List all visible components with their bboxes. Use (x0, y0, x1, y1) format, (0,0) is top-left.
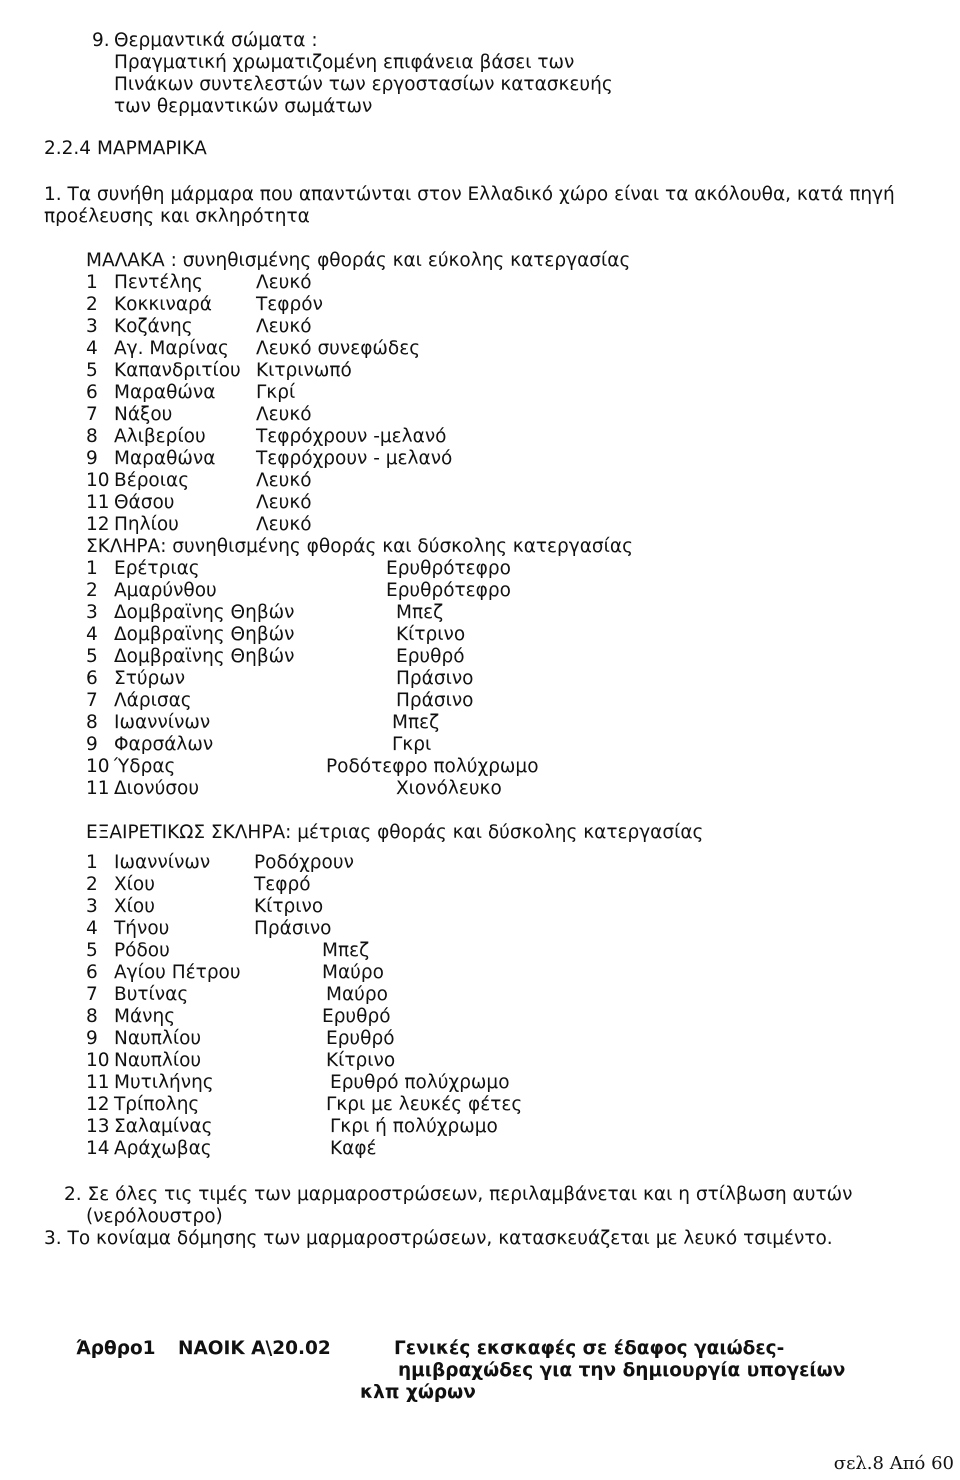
marble-origin: Ναυπλίου (114, 1050, 202, 1071)
marble-origin: Μάνης (114, 1006, 176, 1027)
marble-number: 4 (86, 918, 98, 939)
marble-row (86, 448, 886, 470)
marble-color: Γκρί (256, 382, 296, 403)
marble-number: 2 (86, 580, 98, 601)
marble-row (86, 514, 886, 536)
marble-row (86, 874, 886, 896)
item9-number: 9. (92, 30, 110, 51)
marble-row (86, 778, 886, 800)
marble-color: Λευκό συνεφώδες (256, 338, 421, 359)
marble-color: Γκρι (392, 734, 432, 755)
marble-number: 9 (86, 448, 98, 469)
marble-color: Καφέ (330, 1138, 377, 1159)
marble-row (86, 1050, 886, 1072)
marble-row (86, 646, 886, 668)
soft-marbles-heading: ΜΑΛΑΚΑ : συνηθισμένης φθοράς και εύκολης κατεργασίας (86, 250, 631, 271)
marble-origin: Ρόδου (114, 940, 170, 961)
marble-number: 6 (86, 668, 98, 689)
marble-number: 7 (86, 984, 98, 1005)
marble-row (86, 1006, 886, 1028)
marble-color: Λευκό (256, 514, 312, 535)
marble-color: Τεφρόν (256, 294, 323, 315)
marble-row (86, 360, 886, 382)
marble-number: 4 (86, 338, 98, 359)
marble-number: 3 (86, 316, 98, 337)
article-title-line: ημιβραχώδες για την δημιουργία υπογείων (398, 1360, 846, 1381)
marble-number: 11 (86, 778, 110, 799)
paragraph-3: 3. Το κονίαμα δόμησης των μαρμαροστρώσεων, κατασκευάζεται με λευκό τσιμέντο. (44, 1228, 833, 1249)
marble-color: Ροδόχρουν (254, 852, 354, 873)
marble-number: 10 (86, 756, 110, 777)
marble-row (86, 984, 886, 1006)
marble-number: 7 (86, 690, 98, 711)
marble-number: 9 (86, 734, 98, 755)
marble-number: 14 (86, 1138, 110, 1159)
marble-origin: Αγ. Μαρίνας (114, 338, 229, 359)
marble-number: 10 (86, 470, 110, 491)
marble-origin: Νάξου (114, 404, 173, 425)
marble-color: Μαύρο (326, 984, 388, 1005)
marble-row (86, 404, 886, 426)
marble-number: 6 (86, 382, 98, 403)
marble-origin: Αλιβερίου (114, 426, 206, 447)
marble-color: Λευκό (256, 404, 312, 425)
marble-row (86, 690, 886, 712)
article-title-line: κλπ χώρων (360, 1382, 476, 1403)
item9-line: των θερμαντικών σωμάτων (114, 96, 373, 117)
marble-color: Κίτρινο (326, 1050, 396, 1071)
marble-origin: Φαρσάλων (114, 734, 214, 755)
marble-number: 5 (86, 940, 98, 961)
marble-color: Λευκό (256, 470, 312, 491)
marble-row (86, 940, 886, 962)
marble-origin: Βέροιας (114, 470, 190, 491)
marble-color: Πράσινο (396, 668, 474, 689)
paragraph-2-line: 2. Σε όλες τις τιμές των μαρμαροστρώσεων, περιλαμβάνεται και η στίλβωση αυτών (64, 1184, 853, 1205)
marble-row (86, 852, 886, 874)
marble-number: 8 (86, 712, 98, 733)
article-code: ΝΑΟΙΚ Α\20.02 (178, 1338, 331, 1359)
marble-color: Γκρι με λευκές φέτες (326, 1094, 523, 1115)
marble-origin: Λάρισας (114, 690, 192, 711)
marble-origin: Σαλαμίνας (114, 1116, 213, 1137)
marble-row (86, 918, 886, 940)
page-number: σελ.8 Από 60 (833, 1453, 954, 1474)
marble-number: 10 (86, 1050, 110, 1071)
marble-color: Μαύρο (322, 962, 384, 983)
marble-number: 4 (86, 624, 98, 645)
marble-row (86, 602, 886, 624)
marble-origin: Ιωαννίνων (114, 852, 211, 873)
marble-color: Ερυθρό (396, 646, 465, 667)
marble-color: Κίτρινο (396, 624, 466, 645)
marble-color: Τεφρόχρουν -μελανό (256, 426, 447, 447)
marble-number: 13 (86, 1116, 110, 1137)
marble-number: 1 (86, 272, 98, 293)
marble-origin: Βυτίνας (114, 984, 189, 1005)
marble-origin: Δομβραϊνης Θηβών (114, 624, 295, 645)
marble-origin: Κοκκιναρά (114, 294, 212, 315)
marble-color: Μπεζ (396, 602, 444, 623)
article-title-line: Γενικές εκσκαφές σε έδαφος γαιώδες- (394, 1338, 785, 1359)
marble-origin: Κοζάνης (114, 316, 193, 337)
marble-origin: Αγίου Πέτρου (114, 962, 241, 983)
marble-number: 5 (86, 360, 98, 381)
marble-row (86, 1116, 886, 1138)
item9-line: Πραγματική χρωματιζομένη επιφάνεια βάσει των (114, 52, 575, 73)
marble-origin: Καπανδριτίου (114, 360, 241, 381)
marble-row (86, 1072, 886, 1094)
hard-marbles-heading: ΣΚΛΗΡΑ: συνηθισμένης φθοράς και δύσκολης κατεργασίας (86, 536, 633, 557)
extra-hard-marbles-heading: ΕΞΑΙΡΕΤΙΚΩΣ ΣΚΛΗΡΑ: μέτριας φθοράς και δύσκολης κατεργασίας (86, 822, 704, 843)
marble-row (86, 382, 886, 404)
marble-number: 12 (86, 514, 110, 535)
marble-number: 8 (86, 1006, 98, 1027)
marble-row (86, 668, 886, 690)
marble-color: Τεφρό (254, 874, 311, 895)
article-label: Άρθρο1 (76, 1338, 156, 1359)
marble-number: 2 (86, 294, 98, 315)
marble-origin: Ναυπλίου (114, 1028, 202, 1049)
marble-color: Κιτρινωπό (256, 360, 352, 381)
marble-number: 8 (86, 426, 98, 447)
marble-color: Πράσινο (396, 690, 474, 711)
marble-color: Τεφρόχρουν - μελανό (256, 448, 453, 469)
marble-row (86, 558, 886, 580)
paragraph-1-line: προέλευσης και σκληρότητα (44, 206, 310, 227)
marble-color: Λευκό (256, 316, 312, 337)
marble-number: 12 (86, 1094, 110, 1115)
marble-number: 6 (86, 962, 98, 983)
marble-row (86, 294, 886, 316)
marble-number: 3 (86, 602, 98, 623)
marble-origin: Τήνου (114, 918, 170, 939)
marble-number: 3 (86, 896, 98, 917)
marble-origin: Πηλίου (114, 514, 179, 535)
marble-row (86, 1094, 886, 1116)
marble-origin: Ερέτριας (114, 558, 200, 579)
marble-origin: Στύρων (114, 668, 186, 689)
marble-number: 5 (86, 646, 98, 667)
marble-origin: Θάσου (114, 492, 175, 513)
marble-origin: Διονύσου (114, 778, 200, 799)
marble-row (86, 492, 886, 514)
marble-origin: Δομβραϊνης Θηβών (114, 602, 295, 623)
marble-color: Μπεζ (322, 940, 370, 961)
marble-number: 11 (86, 1072, 110, 1093)
marble-row (86, 426, 886, 448)
marble-color: Κίτρινο (254, 896, 324, 917)
marble-color: Ερυθρότεφρο (386, 580, 511, 601)
marble-origin: Ιωαννίνων (114, 712, 211, 733)
marble-color: Ερυθρό (322, 1006, 391, 1027)
marble-origin: Μαραθώνα (114, 448, 216, 469)
marble-color: Μπεζ (392, 712, 440, 733)
marble-color: Ερυθρό πολύχρωμο (330, 1072, 510, 1093)
marble-number: 2 (86, 874, 98, 895)
marble-row (86, 712, 886, 734)
marble-number: 11 (86, 492, 110, 513)
marble-row (86, 734, 886, 756)
marble-row (86, 962, 886, 984)
marble-origin: Αμαρύνθου (114, 580, 217, 601)
marble-row (86, 624, 886, 646)
marble-origin: Χίου (114, 896, 155, 917)
marble-origin: Πεντέλης (114, 272, 203, 293)
section-heading: 2.2.4 ΜΑΡΜΑΡΙΚΑ (44, 138, 207, 159)
marble-row (86, 470, 886, 492)
marble-number: 1 (86, 558, 98, 579)
marble-color: Πράσινο (254, 918, 332, 939)
marble-color: Ερυθρό (326, 1028, 395, 1049)
marble-origin: Χίου (114, 874, 155, 895)
marble-row (86, 896, 886, 918)
marble-row (86, 316, 886, 338)
marble-number: 1 (86, 852, 98, 873)
marble-color: Γκρι ή πολύχρωμο (330, 1116, 498, 1137)
marble-origin: Τρίπολης (114, 1094, 200, 1115)
marble-row (86, 756, 886, 778)
marble-color: Λευκό (256, 272, 312, 293)
marble-origin: Ύδρας (114, 756, 176, 777)
item9-line: Πινάκων συντελεστών των εργοστασίων κατασκευής (114, 74, 613, 95)
marble-row (86, 1138, 886, 1160)
marble-color: Λευκό (256, 492, 312, 513)
marble-origin: Μαραθώνα (114, 382, 216, 403)
marble-origin: Μυτιλήνης (114, 1072, 214, 1093)
marble-color: Χιονόλευκο (396, 778, 502, 799)
marble-color: Ερυθρότεφρο (386, 558, 511, 579)
marble-row (86, 272, 886, 294)
item9-line: Θερμαντικά σώματα : (114, 30, 318, 51)
marble-number: 9 (86, 1028, 98, 1049)
paragraph-2-line: (νερόλουστρο) (86, 1206, 223, 1227)
paragraph-1-line: 1. Τα συνήθη μάρμαρα που απαντώνται στον Ελλαδικό χώρο είναι τα ακόλουθα, κατά πηγή (44, 184, 895, 205)
marble-row (86, 338, 886, 360)
marble-number: 7 (86, 404, 98, 425)
marble-row (86, 580, 886, 602)
marble-origin: Αράχωβας (114, 1138, 212, 1159)
marble-row (86, 1028, 886, 1050)
marble-origin: Δομβραϊνης Θηβών (114, 646, 295, 667)
marble-color: Ροδότεφρο πολύχρωμο (326, 756, 539, 777)
